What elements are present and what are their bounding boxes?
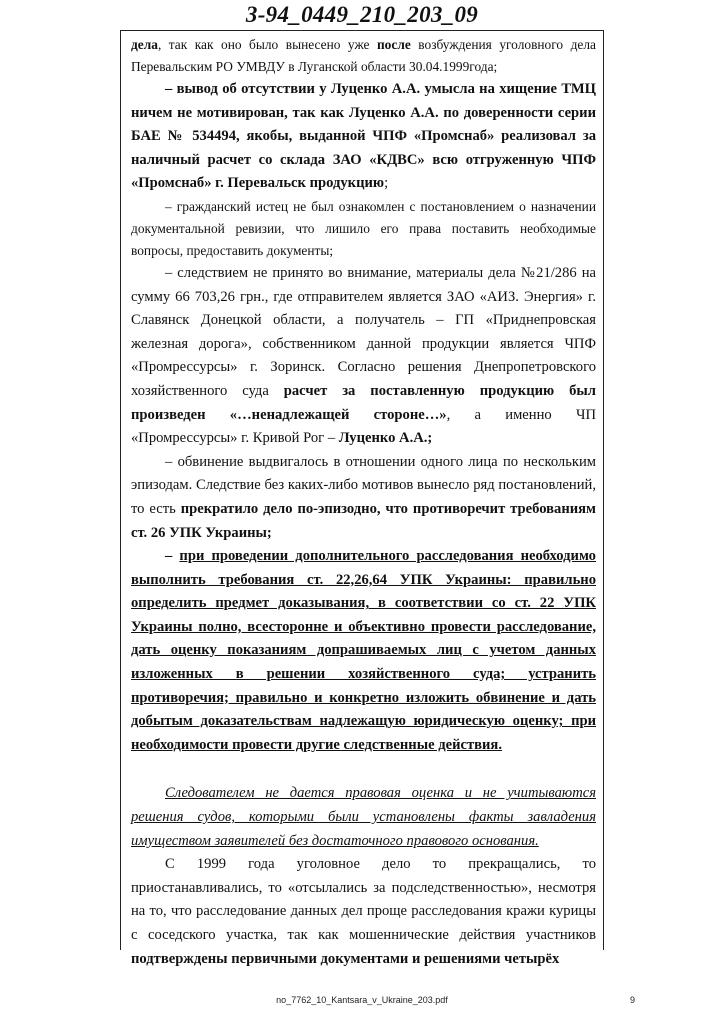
spacer — [131, 757, 596, 782]
paragraph-5: – обвинение выдвигалось в отношении одного лица по нескольким эпизодам. Следствие без каких-либо мотивов вынесло ряд постановлений, то есть прекратило дело по-эпизодно, что противоречит требованиям ст. 26 УПК Украины; — [131, 453, 596, 541]
paragraph-3: – гражданский истец не был ознакомлен с постановлением о назначении документальной ревизии, что лишило его права поставить необходимые вопросы, предоставить документы; — [131, 198, 596, 258]
paragraph-1: дела, так как оно было вынесено уже после возбуждения уголовного дела Перевальским РО УМВДУ в Луганской области 30.04.1999года; — [131, 37, 596, 74]
paragraph-4: – следствием не принято во внимание, материалы дела №21/286 на сумму 66 703,26 грн., где отправителем является ЗАО «АИЗ. Энергия» г. Славянск Донецкой области, а получатель – ГП «Приднепровская железная дорога», собственником данной продукции является ЧПФ «Промрессурсы» г. Зоринск. Согласно решения Днепропетровского хозяйственного суда расчет за поставленную продукцию был произведен «…ненадлежащей стороне…», а именно ЧП «Промрессурсы» г. Кривой Рог – Луценко А.А.; — [131, 264, 596, 447]
paragraph-6: – при проведении дополнительного расследования необходимо выполнить требования ст. 22,26,64 УПК Украины: правильно определить предмет доказывания, в соответствии со ст. 22 УПК Украины полно, всесторонне и объективно провести расследование, дать оценку показаниям допрашиваемых лиц с учетом данных изложенных в решении хозяйственного суда; устранить противоречия; правильно и конкретно изложить обвинение и дать добытым доказательствам надлежащую юридическую оценку; при необходимости провести другие следственные действия. — [131, 548, 596, 753]
document-body — [131, 34, 596, 971]
paragraph-8: С 1999 года уголовное дело то прекращались, то приостанавливались, то «отсылались за подследственностью», несмотря на то, что расследование данных дел проще расследования кражи курицы с соседского участка, так как мошеннические действия участников подтверждены первичными документами и решениями четырёх — [131, 856, 596, 967]
paragraph-2: – вывод об отсутствии у Луценко А.А. умысла на хищение ТМЦ ничем не мотивирован, так как Луценко А.А. по доверенности серии БАЕ № 534494, якобы, выданной ЧПФ «Промснаб» реализовал за наличный расчет со склада ЗАО «КДВС» всю отгруженную ЧПФ «Промснаб» г. Перевальск продукцию; — [131, 81, 596, 192]
page-number: 9 — [630, 995, 636, 1005]
footer-filename: no_7762_10_Kantsara_v_Ukraine_203.pdf — [276, 995, 448, 1005]
paragraph-7: Следователем не дается правовая оценка и не учитываются решения судов, которыми были установлены факты завладения имуществом заявителей без достаточного правового основания. — [131, 785, 596, 849]
document-header: 3-94_0449_210_203_09 — [245, 2, 479, 27]
